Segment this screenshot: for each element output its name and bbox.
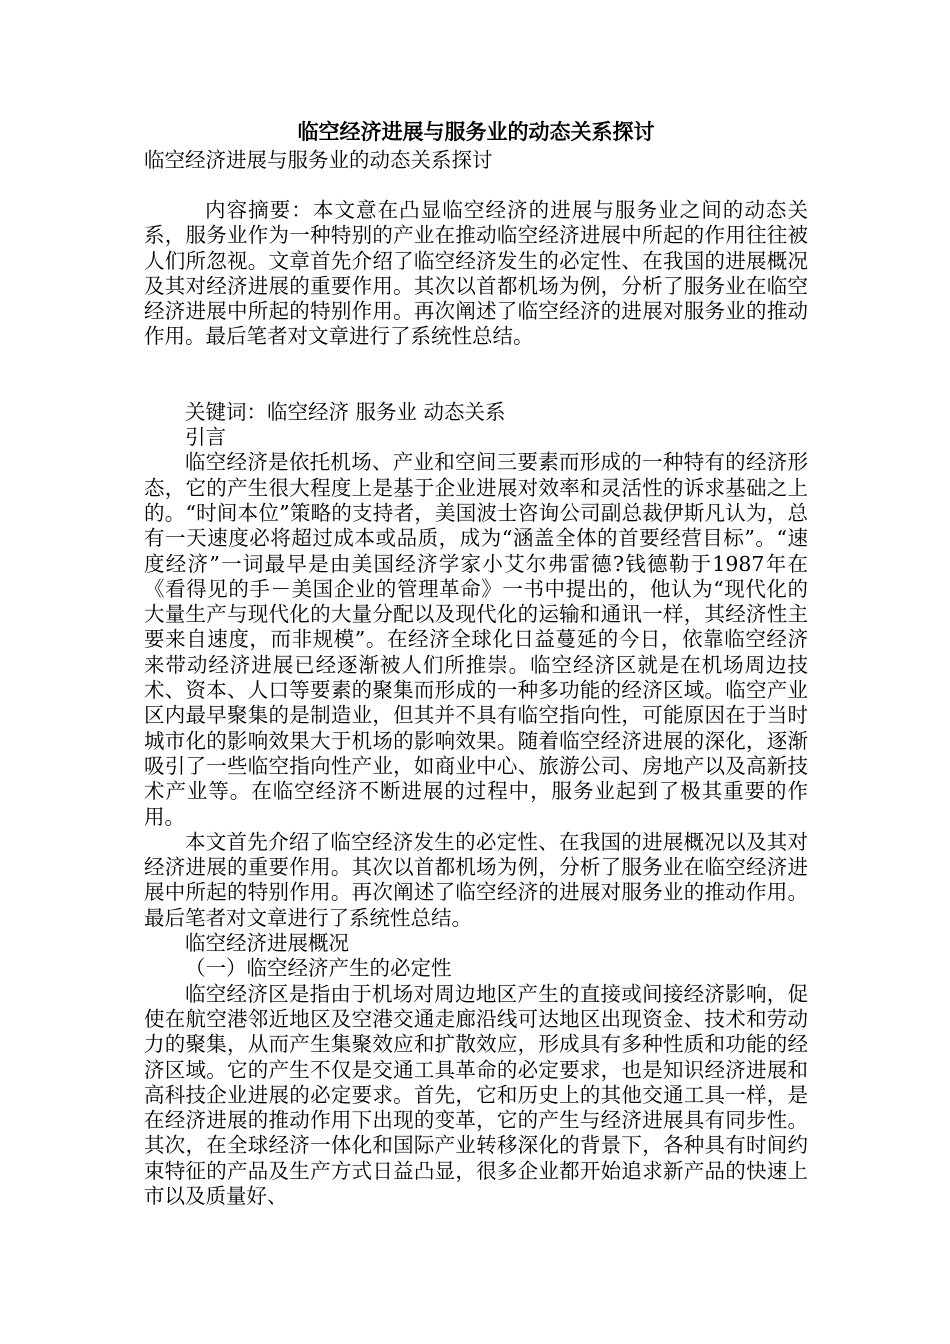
keywords-line: 关键词：临空经济 服务业 动态关系	[185, 399, 506, 424]
document-page	[144, 118, 808, 1209]
subsection-heading: （一）临空经济产生的必定性	[185, 956, 452, 981]
section-heading: 临空经济进展概况	[185, 931, 349, 956]
abstract-paragraph: 内容摘要：本文意在凸显临空经济的进展与服务业之间的动态关系，服务业作为一种特别的产业在推动临空经济进展中所起的作用往往被人们所忽视。文章首先介绍了临空经济发生的必定性、在我国的进展概况及其对经济进展的重要作用。其次以首都机场为例，分析了服务业在临空经济进展中所起的特别作用。再次阐述了临空经济的进展对服务业的推动作用。最后笔者对文章进行了系统性总结。	[144, 198, 808, 349]
intro-paragraph-2: 本文首先介绍了临空经济发生的必定性、在我国的进展概况以及其对经济进展的重要作用。其次以首都机场为例，分析了服务业在临空经济进展中所起的特别作用。再次阐述了临空经济的进展对服务业的推动作用。最后笔者对文章进行了系统性总结。	[144, 829, 808, 930]
document-title: 临空经济进展与服务业的动态关系探讨	[297, 120, 655, 144]
document-subtitle: 临空经济进展与服务业的动态关系探讨	[144, 148, 493, 172]
spacer	[144, 350, 808, 375]
intro-heading: 引言	[185, 425, 226, 450]
intro-paragraph-1: 临空经济是依托机场、产业和空间三要素而形成的一种特有的经济形态，它的产生很大程度上是基于企业进展对效率和灵活性的诉求基础之上的。“时间本位”策略的支持者，美国波士咨询公司副总裁伊斯凡认为，总有一天速度必将超过成本或品质，成为“涵盖全体的首要经营目标”。“速度经济”一词最早是由美国经济学家小艾尔弗雷德?钱德勒于1987年在《看得见的手－美国企业的管理革命》一书中提出的，他认为“现代化的大量生产与现代化的大量分配以及现代化的运输和通讯一样，其经济性主要来自速度，而非规模”。在经济全球化日益蔓延的今日，依靠临空经济来带动经济进展已经逐渐被人们所推崇。临空经济区就是在机场周边技术、资本、人口等要素的聚集而形成的一种多功能的经济区域。临空产业区内最早聚集的是制造业，但其并不具有临空指向性，可能原因在于当时城市化的影响效果大于机场的影响效果。随着临空经济进展的深化，逐渐吸引了一些临空指向性产业，如商业中心、旅游公司、房地产以及高新技术产业等。在临空经济不断进展的过程中，服务业起到了极其重要的作用。	[144, 450, 808, 829]
spacer	[144, 375, 808, 400]
spacer	[144, 173, 808, 198]
section-paragraph-1: 临空经济区是指由于机场对周边地区产生的直接或间接经济影响，促使在航空港邻近地区及空港交通走廊沿线可达地区出现资金、技术和劳动力的聚集，从而产生集聚效应和扩散效应，形成具有多种性质和功能的经济区域。它的产生不仅是交通工具革命的必定要求，也是知识经济进展和高科技企业进展的必定要求。首先，它和历史上的其他交通工具一样，是在经济进展的推动作用下出现的变革，它的产生与经济进展具有同步性。其次，在全球经济一体化和国际产业转移深化的背景下，各种具有时间约束特征的产品及生产方式日益凸显，很多企业都开始追求新产品的快速上市以及质量好、	[144, 981, 808, 1208]
document-body	[144, 198, 808, 1209]
